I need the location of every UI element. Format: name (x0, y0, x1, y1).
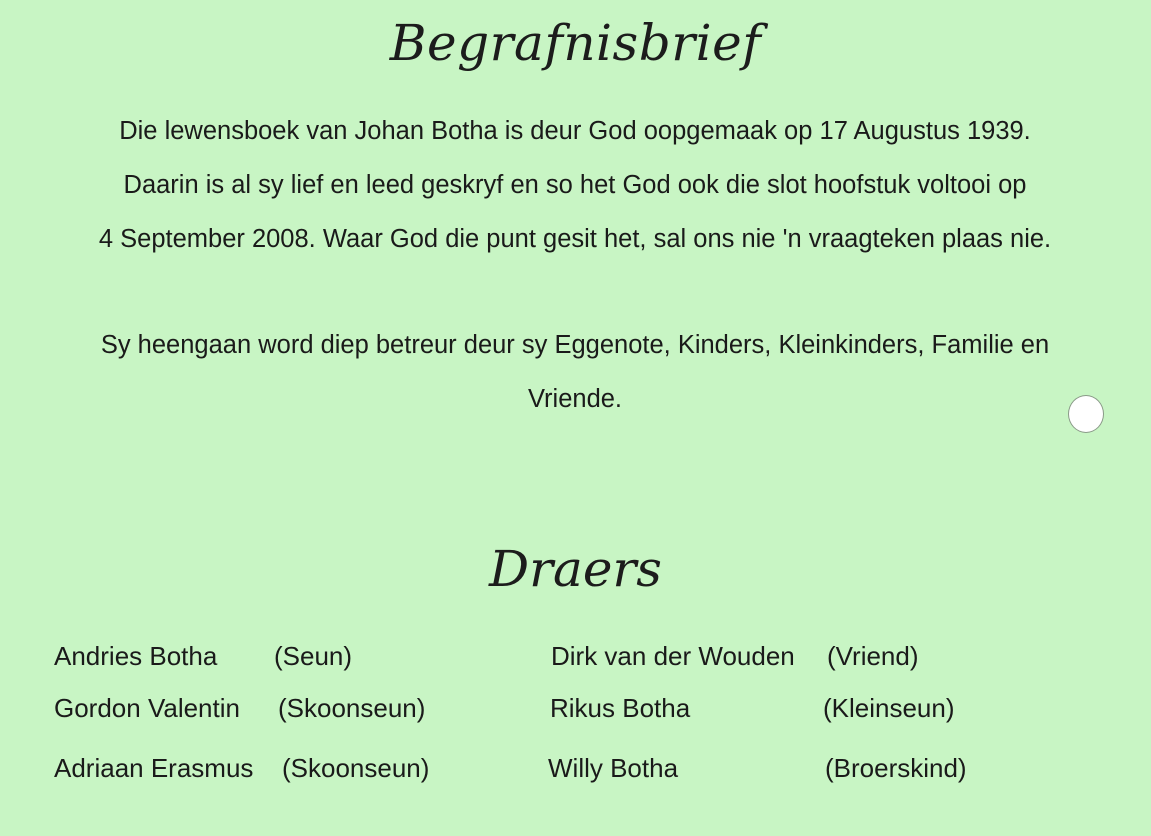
bearer-name: Andries Botha (54, 641, 218, 671)
obituary-line-1: Die lewensboek van Johan Botha is deur God oopgemaak op 17 Augustus 1939. (119, 117, 1031, 145)
mourning-line-2: Vriende. (527, 385, 623, 413)
bearer-name: Dirk van der Wouden (551, 641, 795, 671)
bearer-relation: (Skoonseun) (278, 693, 426, 723)
mourning-line-1: Sy heengaan word diep betreur deur sy Eggenote, Kinders, Kleinkinders, Familie en (100, 331, 1050, 359)
bearer-name: Adriaan Erasmus (54, 753, 254, 783)
bearers-title: Draers (489, 540, 662, 598)
punch-hole (1068, 395, 1104, 433)
obituary-line-3: 4 September 2008. Waar God die punt gesit het, sal ons nie 'n vraagteken plaas nie. (98, 225, 1052, 253)
bearer-relation: (Seun) (274, 641, 353, 671)
bearer-name: Gordon Valentin (54, 693, 240, 723)
obituary-paragraph (30, 104, 1120, 266)
bearer-name: Rikus Botha (550, 693, 691, 723)
letter-title: Begrafnisbrief (389, 14, 762, 72)
bearer-relation: (Kleinseun) (823, 693, 955, 723)
obituary-line-2: Daarin is al sy lief en leed geskryf en so het God ook die slot hoofstuk voltooi op (123, 171, 1027, 199)
bearer-relation: (Skoonseun) (282, 753, 430, 783)
bearer-name: Willy Botha (548, 753, 679, 783)
mourning-paragraph (30, 318, 1120, 426)
bearer-relation: (Broerskind) (825, 753, 967, 783)
bearer-relation: (Vriend) (827, 641, 919, 671)
